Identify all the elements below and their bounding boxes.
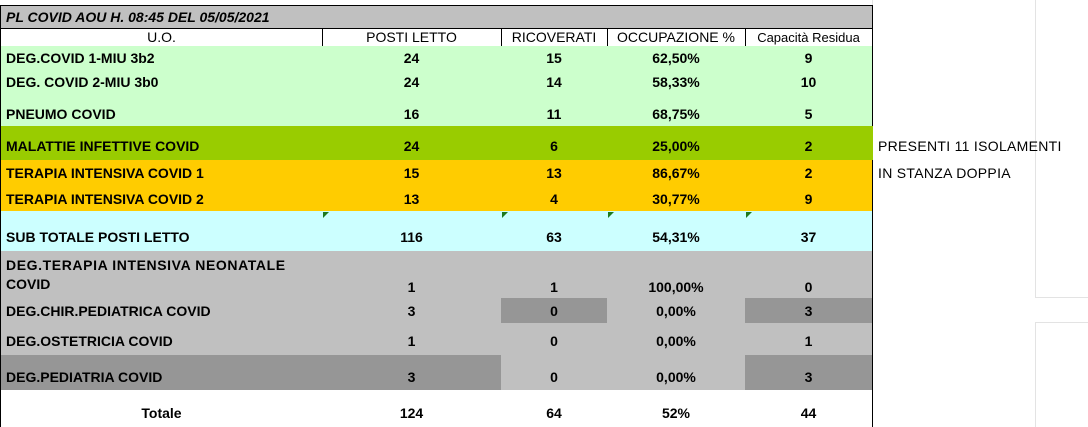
row-occupazione: 68,75% <box>607 94 746 127</box>
row-ricoverati: 63 <box>501 211 608 252</box>
total-residua: 44 <box>745 390 873 427</box>
note-isolamenti: PRESENTI 11 ISOLAMENTI <box>878 138 1062 154</box>
row-ricoverati: 15 <box>501 46 608 70</box>
row-residua: 3 <box>745 355 873 391</box>
row-occupazione: 86,67% <box>607 160 746 187</box>
row-residua: 2 <box>745 160 873 187</box>
row-residua: 5 <box>745 94 873 127</box>
row-name: TERAPIA INTENSIVA COVID 2 <box>0 186 323 212</box>
row-name: PNEUMO COVID <box>0 94 323 127</box>
row-name: DEG.COVID 1-MIU 3b2 <box>0 46 323 70</box>
gridline <box>1035 297 1088 298</box>
row-ricoverati: 14 <box>501 69 608 95</box>
row-posti: 1 <box>322 251 502 299</box>
row-name <box>0 251 323 299</box>
total-posti: 124 <box>322 390 502 427</box>
row-ricoverati: 0 <box>501 323 608 356</box>
row-name: DEG.PEDIATRIA COVID <box>0 355 323 391</box>
row-posti: 24 <box>322 126 502 161</box>
row-residua: 3 <box>745 298 873 324</box>
row-occupazione: 0,00% <box>607 298 746 324</box>
total-label: Totale <box>0 390 323 427</box>
sheet-title: PL COVID AOU H. 08:45 DEL 05/05/2021 <box>0 5 323 29</box>
header-uo: U.O. <box>0 28 323 47</box>
row-occupazione: 58,33% <box>607 69 746 95</box>
gridline <box>1035 322 1088 323</box>
row-occupazione: 62,50% <box>607 46 746 70</box>
row-occupazione: 30,77% <box>607 186 746 212</box>
row-posti: 3 <box>322 298 502 324</box>
row-posti: 13 <box>322 186 502 212</box>
row-posti: 24 <box>322 46 502 70</box>
row-ricoverati: 4 <box>501 186 608 212</box>
row-residua: 9 <box>745 186 873 212</box>
row-occupazione: 0,00% <box>607 323 746 356</box>
row-ricoverati: 13 <box>501 160 608 187</box>
row-ricoverati: 6 <box>501 126 608 161</box>
row-ricoverati: 0 <box>501 298 608 324</box>
header-capacita-residua: Capacità Residua <box>745 28 873 47</box>
row-ricoverati: 0 <box>501 355 608 391</box>
row-residua: 10 <box>745 69 873 95</box>
row-ricoverati: 1 <box>501 251 608 299</box>
row-posti: 3 <box>322 355 502 391</box>
title-row-filler <box>322 5 873 29</box>
row-name: TERAPIA INTENSIVA COVID 1 <box>0 160 323 187</box>
row-occupazione: 100,00% <box>607 251 746 299</box>
note-stanza-doppia: IN STANZA DOPPIA <box>878 165 1011 181</box>
row-posti: 1 <box>322 323 502 356</box>
row-name: DEG.CHIR.PEDIATRICA COVID <box>0 298 323 324</box>
comment-marker-icon[interactable] <box>502 212 508 218</box>
row-name: DEG.OSTETRICIA COVID <box>0 323 323 356</box>
row-occupazione: 0,00% <box>607 355 746 391</box>
row-posti: 116 <box>322 211 502 252</box>
row-residua: 9 <box>745 46 873 70</box>
row-residua: 37 <box>745 211 873 252</box>
row-residua: 2 <box>745 126 873 161</box>
row-extra-cell <box>872 126 873 161</box>
comment-marker-icon[interactable] <box>323 212 329 218</box>
header-posti-letto: POSTI LETTO <box>322 28 502 47</box>
gridline <box>1035 322 1036 427</box>
row-name: SUB TOTALE POSTI LETTO <box>0 211 323 252</box>
row-residua: 1 <box>745 323 873 356</box>
row-posti: 15 <box>322 160 502 187</box>
row-posti: 24 <box>322 69 502 95</box>
row-occupazione: 54,31% <box>607 211 746 252</box>
row-name-line2: COVID <box>6 275 51 292</box>
row-ricoverati: 11 <box>501 94 608 127</box>
row-name: MALATTIE INFETTIVE COVID <box>0 126 323 161</box>
comment-marker-icon[interactable] <box>608 212 614 218</box>
row-name: DEG. COVID 2-MIU 3b0 <box>0 69 323 95</box>
row-posti: 16 <box>322 94 502 127</box>
comment-marker-icon[interactable] <box>746 212 752 218</box>
header-ricoverati: RICOVERATI <box>501 28 608 47</box>
header-occupazione: OCCUPAZIONE % <box>607 28 746 47</box>
total-occupazione: 52% <box>607 390 746 427</box>
total-ricoverati: 64 <box>501 390 608 427</box>
row-occupazione: 25,00% <box>607 126 746 161</box>
row-name-line1: DEG.TERAPIA INTENSIVA NEONATALE <box>6 256 286 273</box>
row-residua: 0 <box>745 251 873 299</box>
